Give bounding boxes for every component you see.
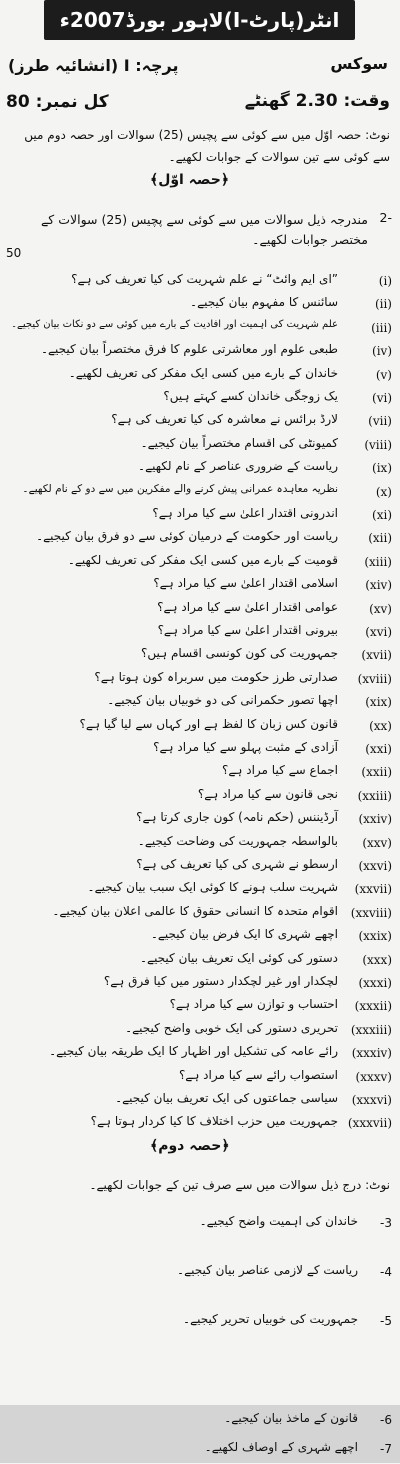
question-number: (xi) xyxy=(372,508,392,522)
question-text: علم شہریت کی اہمیت اور افادیت کے بارے میں کوئی سے دو نکات بیان کیجیے۔ xyxy=(11,318,338,330)
question-text: اجماع سے کیا مراد ہے؟ xyxy=(222,763,338,778)
long-question-text: جمہوریت کی خوبیاں تحریر کیجیے۔ xyxy=(183,1312,358,1326)
question-number: (iv) xyxy=(372,344,392,359)
long-question-row xyxy=(0,1434,400,1464)
question-number: (xxiv) xyxy=(358,812,392,827)
question-number: (xxviii) xyxy=(350,905,392,920)
question-number: (ix) xyxy=(372,461,392,476)
question-number: (xviii) xyxy=(357,671,392,686)
long-question-number: -7 xyxy=(380,1442,392,1456)
question-number: (xxxvii) xyxy=(347,1116,392,1131)
question-row xyxy=(0,1108,400,1138)
long-question-row xyxy=(0,1208,400,1238)
question-number: (xxv) xyxy=(362,835,392,850)
question-number: (xx) xyxy=(369,718,392,733)
question-number: (iii) xyxy=(371,320,392,335)
question-text: دستور کی کوئی ایک تعریف بیان کیجیے۔ xyxy=(140,950,338,965)
question-text: طبعی علوم اور معاشرتی علوم کا فرق مختصراً بیان کیجیے۔ xyxy=(40,342,338,357)
question-text: عوامی اقتدار اعلیٰ سے کیا مراد ہے؟ xyxy=(157,599,338,614)
question-2-marks: 50 xyxy=(6,246,22,260)
question-number: (v) xyxy=(375,367,392,382)
question-text: سیاسی جماعتوں کی ایک تعریف بیان کیجیے۔ xyxy=(115,1091,338,1105)
question-text: احتساب و توازن سے کیا مراد ہے؟ xyxy=(169,997,338,1012)
question-text: لچکدار اور غیر لچکدار دستور میں کیا فرق ہے؟ xyxy=(103,974,338,988)
question-text: اچھے شہری کا ایک فرض بیان کیجیے۔ xyxy=(150,927,338,942)
question-text: لارڈ برائس نے معاشرہ کی کیا تعریف کی ہے؟ xyxy=(111,412,338,427)
question-number: (xxiii) xyxy=(357,788,392,803)
long-question-text: قانون کے ماخذ بیان کیجیے۔ xyxy=(224,1411,358,1425)
question-text: کمیونٹی کی اقسام مختصراً بیان کیجیے۔ xyxy=(140,435,338,450)
question-number: (xii) xyxy=(368,531,392,546)
question-number: (xiv) xyxy=(365,578,392,593)
general-note: نوٹ: حصہ اوّل میں سے کوئی سے پچیس (25) سوالات اور حصہ دوم میں سے کوئی سے تین سوالات کے جوابات لکھیے۔ xyxy=(24,128,390,164)
question-number: (xxvii) xyxy=(354,882,392,897)
question-text: بالواسطہ جمہوریت کی وضاحت کیجیے۔ xyxy=(137,833,338,848)
long-question-number: -6 xyxy=(380,1413,392,1427)
question-text: صدارتی طرز حکومت میں سربراہ کون ہوتا ہے؟ xyxy=(94,669,338,684)
question-text: جمہوریت کی کون کونسی اقسام ہیں؟ xyxy=(141,646,338,661)
question-number: (ii) xyxy=(374,297,392,312)
question-number: (xxxiv) xyxy=(351,1046,392,1061)
question-text: تحریری دستور کی ایک خوبی واضح کیجیے۔ xyxy=(125,1020,338,1035)
question-number: (xxxv) xyxy=(355,1069,392,1084)
question-text: ارسطو نے شہری کی کیا تعریف کی ہے؟ xyxy=(136,857,338,871)
question-number: (xxvi) xyxy=(358,859,392,873)
question-text: اقوام متحدہ کا انسانی حقوق کا عالمی اعلان بیان کیجیے۔ xyxy=(52,903,338,918)
question-text: سائنس کا مفہوم بیان کیجیے۔ xyxy=(190,295,338,310)
question-text: شہریت سلب ہونے کا کوئی ایک سبب بیان کیجیے۔ xyxy=(87,880,338,895)
question-text: ”ای ایم وائٹ“ نے علم شہریت کی کیا تعریف کی ہے؟ xyxy=(71,272,338,286)
long-question-number: -4 xyxy=(380,1265,392,1279)
question-number: (viii) xyxy=(364,437,392,452)
long-question-row xyxy=(0,1405,400,1435)
exam-title: انٹر(پارٹ-I)لاہور بورڈ2007ء xyxy=(44,0,355,40)
question-number: (i) xyxy=(378,274,392,288)
question-number: (xiii) xyxy=(364,554,392,569)
long-question-number: -3 xyxy=(380,1216,392,1230)
subject-label: سوکس xyxy=(330,54,388,73)
section-two-title: ﴿حصہ دوم﴾ xyxy=(150,1138,230,1154)
question-text: ریاست اور حکومت کے درمیان کوئی سے دو فرق بیان کیجیے۔ xyxy=(36,529,338,544)
question-text: اندرونی اقتدار اعلیٰ سے کیا مراد ہے؟ xyxy=(152,506,338,520)
question-text: قانون کس زبان کا لفظ ہے اور کہاں سے لیا گیا ہے؟ xyxy=(79,716,338,731)
long-question-number: -5 xyxy=(380,1314,392,1328)
question-text: بیرونی اقتدار اعلیٰ سے کیا مراد ہے؟ xyxy=(157,623,338,637)
long-question-text: ریاست کے لازمی عناصر بیان کیجیے۔ xyxy=(177,1263,358,1277)
question-number: (xxxi) xyxy=(358,976,392,990)
section-one-title: ﴿حصہ اوّل﴾ xyxy=(150,172,230,188)
question-number: (xxxiii) xyxy=(350,1022,392,1037)
question-number: (xvii) xyxy=(361,648,392,663)
question-text: اچھا تصور حکمرانی کی دو خوبیاں بیان کیجیے۔ xyxy=(107,693,338,708)
question-text: خاندان کے بارے میں کسی ایک مفکر کی تعریف لکھیے۔ xyxy=(68,365,338,380)
question-text: آزادی کے مثبت پہلو سے کیا مراد ہے؟ xyxy=(153,740,338,754)
section-two-note: نوٹ: درج ذیل سوالات میں سے صرف تین کے جوابات لکھیے۔ xyxy=(89,1178,390,1192)
question-text: استصواب رائے سے کیا مراد ہے؟ xyxy=(178,1067,338,1082)
question-number: (vii) xyxy=(368,414,392,429)
question-text: جمہوریت میں حزب اختلاف کا کیا کردار ہوتا ہے؟ xyxy=(90,1114,338,1129)
question-number: (xxx) xyxy=(362,952,392,967)
question-text: اسلامی اقتدار اعلیٰ سے کیا مراد ہے؟ xyxy=(153,576,338,591)
paper-label: پرچہ: I (انشائیہ طرز) xyxy=(8,56,179,75)
question-text: قومیت کے بارے میں کسی ایک مفکر کی تعریف لکھیے۔ xyxy=(67,552,338,567)
time-label: وقت: 2.30 گھنٹے xyxy=(244,91,390,111)
question-text: رائے عامہ کی تشکیل اور اظہار کا ایک طریقہ بیان کیجیے۔ xyxy=(49,1044,338,1059)
question-text: نجی قانون سے کیا مراد ہے؟ xyxy=(197,786,338,801)
long-question-text: خاندان کی اہمیت واضح کیجیے۔ xyxy=(199,1214,358,1228)
question-2-instruction: مندرجہ ذیل سوالات میں سے کوئی سے پچیس (25) سوالات کے مختصر جوابات لکھیے۔ xyxy=(40,212,368,247)
long-question-row xyxy=(0,1257,400,1287)
question-number: (xxix) xyxy=(358,929,392,944)
question-number: (xxxvi) xyxy=(351,1093,392,1107)
question-text: یک زوجگی خاندان کسے کہتے ہیں؟ xyxy=(163,389,338,403)
question-text: نظریہ معاہدہ عمرانی پیش کرنے والے مفکرین میں سے دو کے نام لکھیے۔ xyxy=(22,482,338,495)
question-number: (xxxii) xyxy=(354,999,392,1014)
question-number: (xxii) xyxy=(361,765,392,780)
question-text: آرڈیننس (حکم نامہ) کون جاری کرتا ہے؟ xyxy=(136,810,338,825)
question-number: (xix) xyxy=(365,695,392,710)
total-marks-label: کل نمبر: 80 xyxy=(6,92,109,112)
long-question-row xyxy=(0,1306,400,1336)
question-2-number: 2- xyxy=(379,210,392,225)
question-number: (xvi) xyxy=(365,625,392,639)
question-number: (x) xyxy=(375,484,392,499)
question-number: (xv) xyxy=(369,601,392,616)
question-number: (vi) xyxy=(372,391,392,405)
question-number: (xxi) xyxy=(365,742,392,756)
question-text: ریاست کے ضروری عناصر کے نام لکھیے۔ xyxy=(138,459,338,474)
long-question-text: اچھے شہری کے اوصاف لکھیے۔ xyxy=(204,1440,358,1454)
